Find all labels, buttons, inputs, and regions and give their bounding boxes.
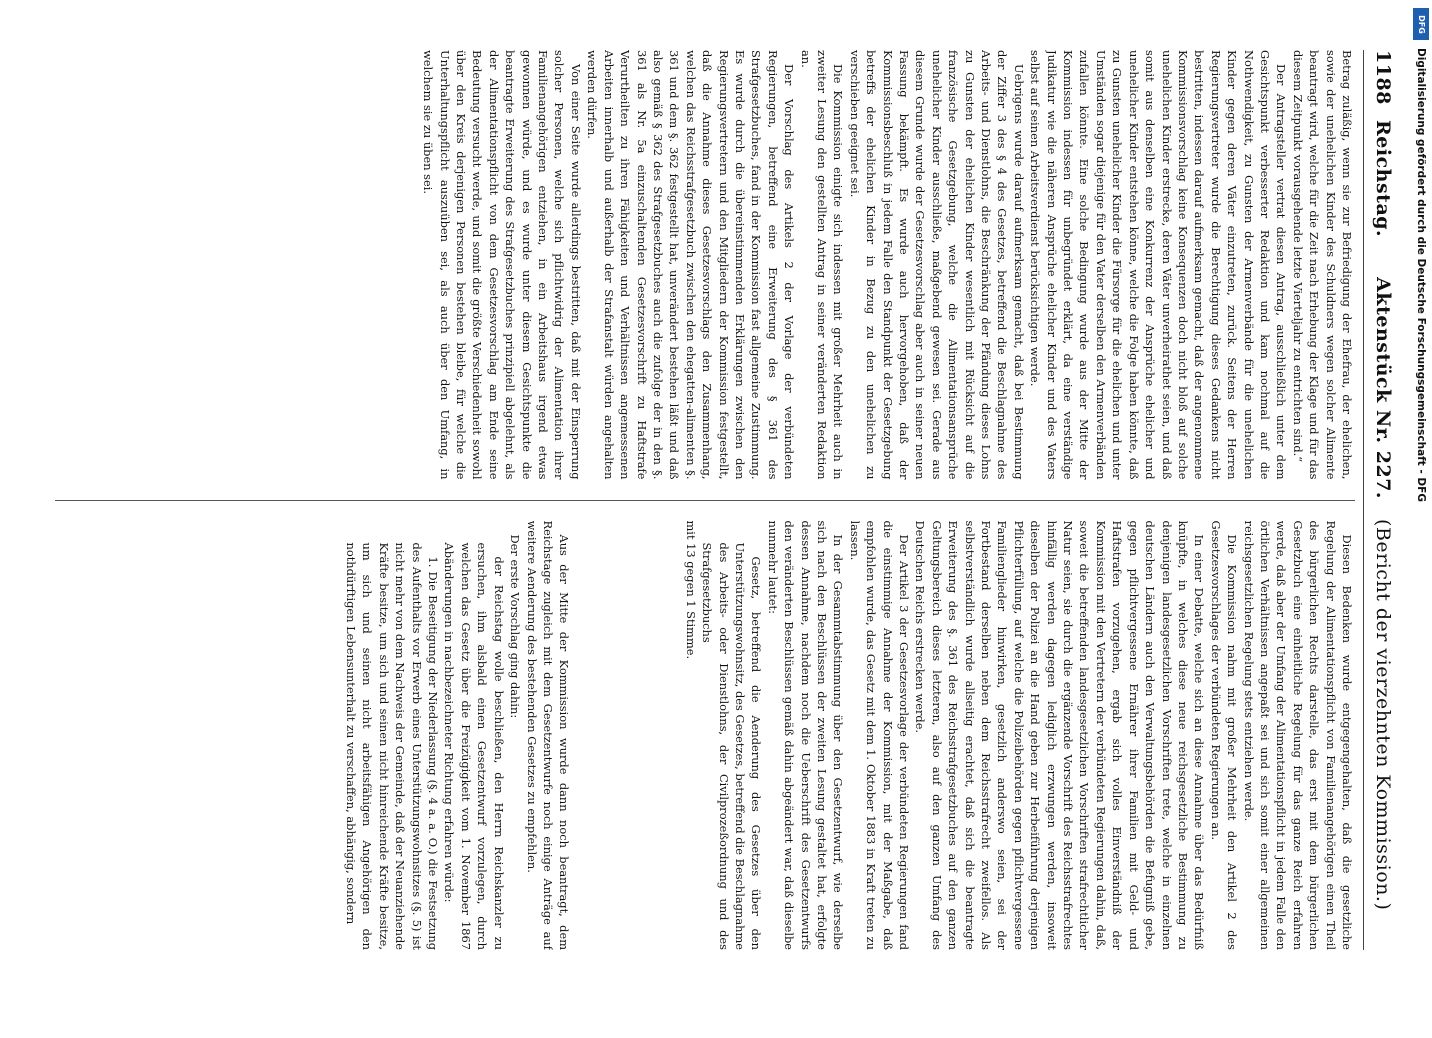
left-column (55, 50, 1355, 480)
column-divider (55, 500, 1355, 501)
paragraph: Die Kommission nahm mit großer Mehrheit den Artikel 2 des Gesetzesvorschlages der verbündeten Regierungen an. (1208, 520, 1240, 950)
page-header (1363, 50, 1394, 950)
section-gap (572, 521, 682, 951)
paragraph: Uebrigens wurde darauf aufmerksam gemacht, daß bei Bestimmung der Ziffer 3 des § 4 des Gesetzes, betreffend die Beschlagnahme des Arbeits- und Dienstlohns, die Beschränkung der Pfändung dieses Lohns zu Gunsten der ehelichen Kinder wesentlich mit Rücksicht auf die französische Gesetzgebung, welche die Alimentationsansprüche unehelicher Kinder ausschließe, maßgebend gewesen sei. Gerade aus diesem Grunde wurde der Gesetzesvorschlag aber auch in seiner neuen Fassung bekämpft. Es wurde auch hervorgehoben, daß der Kommissionsbeschluß in jedem Falle den Standpunkt der Gesetzgebung betreffs der ehelichen Kinder in Bezug zu den unehelichen zu verschieben geeignet sei. (847, 50, 1026, 480)
dfg-logo: DFG (1413, 8, 1429, 40)
resolution-text: der Reichstag wolle beschließen, den Herrn Reichskanzler zu ersuchen, ihm alsbald einen Gesetzentwurf vorzulegen, durch welchen das Gesetz über die Freizügigkeit vom 1. November 1867 Abänderungen in nachbezeichneter Richtung erfahren würde: (442, 542, 506, 950)
page-number: 1188 (1372, 50, 1394, 105)
paragraph: mit 13 gegen 1 Stimme. (683, 520, 698, 660)
paragraph: Betrag zuläßig, wenn sie zur Befriedigung der Ehefrau, der ehelichen, sowie der unehelichen Kinder des Schuldners wegen solcher Alimente beantragt wird, welche für die Zeit nach Erhebung der Klage und für das diesem Zeitpunkt vorausgehende letzte Vierteljahr zu entrichten sind.“ (1290, 50, 1354, 480)
paragraph: Die Kommission einigte sich indessen mit großer Mehrheit auch in zweiter Lesung den gestellten Antrag in seiner veränderten Redaktion an. (798, 50, 846, 480)
right-column (55, 521, 1355, 951)
paragraph: Aus der Mitte der Kommission wurde dann noch beantragt, dem Reichstage zugleich mit dem Gesetzentwurfe noch einige Anträge auf weitere Aenderung des bestehenden Gesetzes zu empfehlen. (524, 520, 572, 950)
paragraph: In einer Debatte, welche sich an diese Annahme über das Bedürfniß knüpfte, in welches diese neue reichsgesetzliche Bestimmung zu denjenigen landesgesetzlichen Vorschriften trete, welche in einzelnen deutschen Ländern auch den Verwaltungsbehörden die Befugniß gebe, gegen pflichtvergessene Ernährer ihrer Familien mit Geld- und Haftstrafen vorzugehen, ergab sich volles Einverständniß der Kommission mit den Vertretern der verbündeten Regierungen dahin, daß, soweit die betreffenden landesgesetzlichen Vorschriften strafrechtlicher Natur seien, sie durch die ergänzende Vorschrift des Reichsstrafrechtes hinfällig werden dagegen lediglich erzwungen werden, insoweit dieselben der Polizei an die Hand geben zur Herbeiführung derjenigen Pflichterfüllung, auf welche die Polizeibehörden gegen pflichtvergessene Familienglieder hinwirken, gesetzlich anderswo seien, sei der Fortbestand derselben neben dem Reichsstrafrecht zweifellos. Als selbstverständlich wurde allseitig erachtet, daß sich die beantragte Erweiterung des §. 361 des Reichsstrafgesetzbuches auf den ganzen Geltungsbereich dieses letzteren, also auf den ganzen Umfang des Deutschen Reichs erstrecken werde. (913, 520, 1207, 950)
paragraph: Der erste Vorschlag ging dahin: (508, 534, 523, 719)
text-columns (55, 50, 1355, 950)
digitization-notice: Digitalisierung gefördert durch die Deutsche Forschungsgemeinschaft - DFG (1415, 48, 1427, 502)
header-reichstag: Reichstag. (1372, 120, 1394, 238)
resolution-item: 1. Die Beseitigung der Niederlassung (§. 4 a. a. O.) die Festsetzung des Aufenthalts vor Erwerb eines Unterstützungswohnsitzes (§. 5) ist nicht mehr von dem Nachweis der Gemeinde, daß der Neuanziehende Kräfte besitze, um sich und seinen nicht hinreichende Kräfte besitze, um sich und seinen nicht arbeitsfähigen Angehörigen den nothdürftigen Lebensunterhalt zu verschaffen, abhängig, sondern (344, 542, 441, 950)
header-bericht: (Bericht der vierzehnten Kommission.) (1372, 519, 1394, 911)
law-title: Gesetz, betreffend die Aenderung des Gesetzes über den Unterstützungswohnsitz, des Gesetzes, betreffend die Beschlagnahme des Arbeits- oder Dienstlohns, der Civilprozeßordnung und des Strafgesetzbuchs (700, 542, 764, 950)
paragraph: In der Gesammtabstimmung über den Gesetzentwurf, wie derselbe sich nach den Beschlüssen der zweiten Lesung gestaltet hat, erfolgte dessen Annahme, nachdem noch die Ueberschrift des Gesetzentwurfs den veränderten Beschlüssen gemäß dahin abgeändert war, daß dieselbe nunmehr lautet: (765, 520, 846, 950)
paragraph: Von einer Seite wurde allerdings bestritten, daß mit der Einsperrung solcher Personen, welche sich pflichtwidrig der Alimentation ihrer Familienangehörigen entziehen, in ein Arbeitshaus irgend etwas gewonnen würde, und es wurde unter diesem Gesichtspunkte die beantragte Erweiterung des Strafgesetzbuches prinzipiell abgelehnt, als der Alimentationspflicht von dem Gesetzesvorschlag am Ende seine Bedeutung versucht werde, und somit die größte Verschiedenheit sowohl über den Kreis derjenigen Personen bestehen bleibe, für welche die Unterhaltungspflicht auszuüben sei, als auch über den Umfang, in welchem sie zu üben sei. (421, 50, 583, 480)
header-aktenstueck: Aktenstück Nr. 227. (1372, 277, 1394, 500)
paragraph: Der Antragsteller vertrat diesen Antrag, ausschließlich unter dem Gesichtspunkt verbesserter Redaktion und kam nochmal auf die Nothwendigkeit, zu Gunsten der Armenverbände für die unehelichen Kinder gegen deren Väter einzutreten, zurück. Seitens der Herren Regierungsvertreter wurde die Berechtigung dieses Gedankens nicht bestritten, indessen darauf aufmerksam gemacht, daß der angenommene Kommissionsvorschlag keine Konsequenzen doch nicht bloß auf solche unehelichen Kinder erstrecke, deren Väter unverheirathet seien, und daß somit aus denselben eine Konkurrenz der Ansprüche ehelicher und unehelicher Kinder entstehen könne, welche die Folge haben könnte, daß zu Gunsten unehelicher Kinder die Fürsorge für die ehelichen und unter Umständen sogar diejenige für den Vater derselben den Armenverbänden zufallen könnte. Eine solche Bedingung wurde aus der Mitte der Kommission indessen für unbegründet erklärt, da eine verständige Judikatur wie die näheren Ansprüche ehelicher Kinder und des Vaters selbst auf seinen Arbeitsverdienst berücksichtigen werde. (1028, 50, 1289, 480)
digitization-sidebar (1412, 8, 1430, 998)
scanned-page (30, 40, 1400, 960)
paragraph: Der Artikel 3 der Gesetzesvorlage der verbündeten Regierungen fand die einstimmige Annahme der Kommission, mit der Maßgabe, daß empfohlen wurde, das Gesetz mit dem 1. Oktober 1883 in Kraft treten zu lassen. (847, 520, 912, 950)
paragraph: Der Vorschlag des Artikels 2 der Vorlage der verbündeten Regierungen, betreffend eine Erweiterung des § 361 des Strafgesetzbuches, fand in der Kommission fast allgemeine Zustimmung. Es wurde durch die übereinstimmenden Erklärungen zwischen den Regierungsvertretern und den Mitgliedern der Kommission festgestellt, daß die Annahme dieses Gesetzesvorschlags den Zusammenhang, welchen das Reichsstrafgesetzbuch zwischen den ehegatten-alimenten §. 361 und dem §. 362 festgestellt hat, unverändert bestehen läßt und daß also gemäß § 362 des Strafgesetzbuches auch die zufolge der in den §. 361 als Nr. 5a einzuschaltenden Gesetzesvorschrift zu Haftstrafe Verurtheilten zu ihren Fähigkeiten und Verhältnissen angemessenen Arbeiten innerhalb und außerhalb der Strafanstalt würden angehalten werden dürfen. (585, 50, 797, 480)
paragraph: Diesen Bedenken wurde entgegengehalten, daß die gesetzliche Regelung der Alimentationspflicht von Familienangehörigen einen Theil des bürgerlichen Rechts darstelle, das erst mit dem bürgerlichen Gesetzbuch eine einheitliche Regelung für das ganze Reich erfahren werde, daß aber der Umfang der Alimentationspflicht in jedem Falle den örtlichen Verhältnissen angepaßt sei und sich somit einer allgemeinen reichsgesetzlichen Regelung stets entziehen werde. (1241, 520, 1354, 950)
